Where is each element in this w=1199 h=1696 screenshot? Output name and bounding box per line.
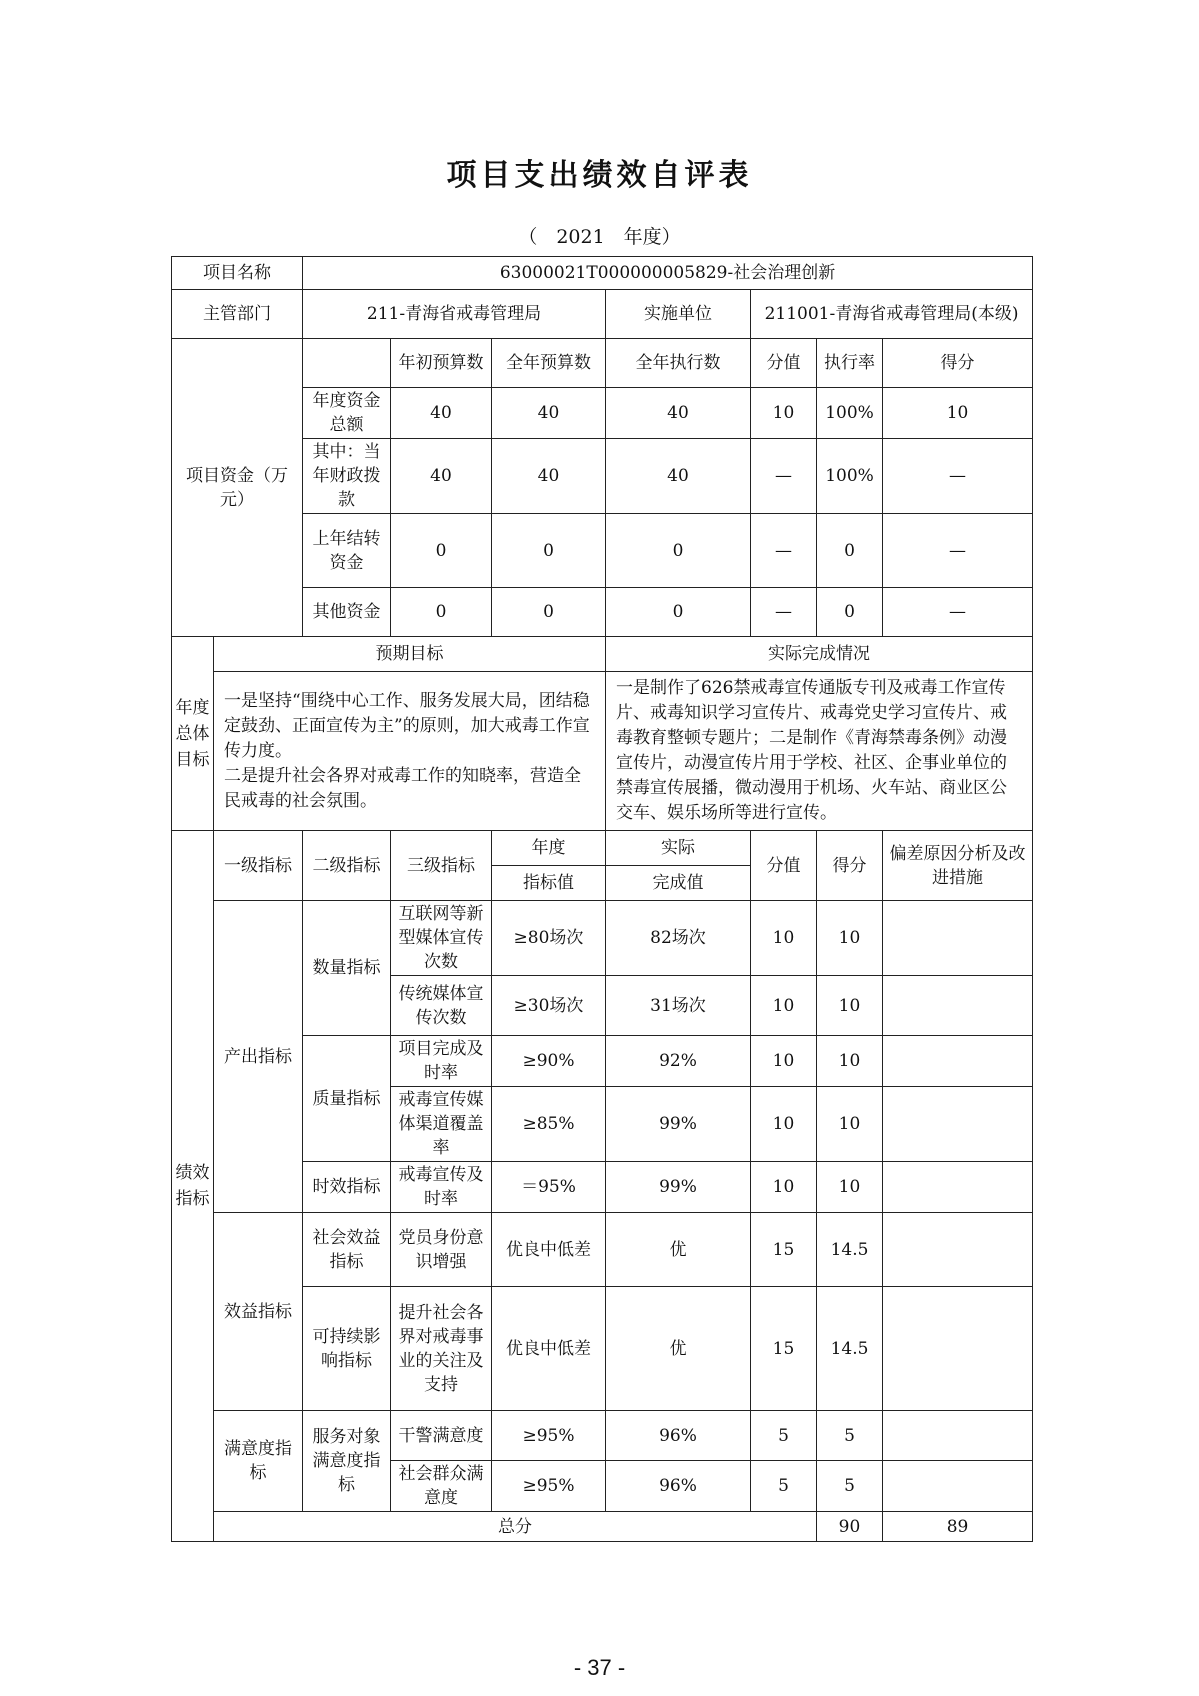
actual-result-header: 实际完成情况 bbox=[606, 637, 1033, 672]
indicator-target: 优良中低差 bbox=[492, 1213, 606, 1287]
indicator-row bbox=[172, 1213, 1033, 1287]
indicator-target: ≥85% bbox=[492, 1087, 606, 1162]
indicator-target: ≥95% bbox=[492, 1411, 606, 1461]
project-name-label: 项目名称 bbox=[172, 257, 303, 290]
indicator-score: 10 bbox=[817, 1087, 883, 1162]
funds-cell: 40 bbox=[606, 388, 751, 439]
project-name-row bbox=[172, 257, 1033, 290]
indicator-score: 5 bbox=[817, 1461, 883, 1512]
indicator-note bbox=[883, 901, 1033, 976]
group-output: 产出指标 bbox=[214, 901, 303, 1213]
funds-cell: 0 bbox=[492, 514, 606, 588]
indicator-value: 10 bbox=[751, 1036, 817, 1087]
indicator-name: 党员身份意识增强 bbox=[391, 1213, 492, 1287]
funds-cell: 0 bbox=[817, 514, 883, 588]
funds-row-name: 年度资金总额 bbox=[303, 388, 391, 439]
indicator-score: 10 bbox=[817, 976, 883, 1036]
indicator-row bbox=[172, 901, 1033, 976]
indicator-score: 10 bbox=[817, 1162, 883, 1213]
funds-header: 全年预算数 bbox=[492, 339, 606, 388]
year-line: （ 2021 年度） bbox=[518, 226, 681, 248]
goals-label: 年度总体目标 bbox=[172, 637, 214, 831]
indicator-score: 5 bbox=[817, 1411, 883, 1461]
indicator-note bbox=[883, 1036, 1033, 1087]
indicator-value: 10 bbox=[751, 976, 817, 1036]
indicator-note bbox=[883, 1087, 1033, 1162]
indicator-actual: 优 bbox=[606, 1213, 751, 1287]
level2-header: 二级指标 bbox=[303, 831, 391, 901]
funds-cell: — bbox=[751, 514, 817, 588]
funds-label: 项目资金（万元） bbox=[172, 339, 303, 637]
group-timeliness: 时效指标 bbox=[303, 1162, 391, 1213]
indicator-note bbox=[883, 1287, 1033, 1411]
actual-header-bottom: 完成值 bbox=[606, 866, 751, 901]
funds-cell: 100% bbox=[817, 439, 883, 514]
indicator-value: 15 bbox=[751, 1287, 817, 1411]
indicator-name: 干警满意度 bbox=[391, 1411, 492, 1461]
funds-header: 得分 bbox=[883, 339, 1033, 388]
funds-cell: 0 bbox=[817, 588, 883, 637]
dept-value: 211-青海省戒毒管理局 bbox=[303, 290, 606, 339]
impl-value: 211001-青海省戒毒管理局(本级) bbox=[751, 290, 1033, 339]
total-value: 90 bbox=[817, 1512, 883, 1542]
perf-label: 绩效指标 bbox=[172, 831, 214, 1542]
funds-cell: 0 bbox=[492, 588, 606, 637]
group-sustain: 可持续影响指标 bbox=[303, 1287, 391, 1411]
funds-cell: — bbox=[883, 588, 1033, 637]
funds-cell: 10 bbox=[751, 388, 817, 439]
indicator-actual: 92% bbox=[606, 1036, 751, 1087]
indicator-value: 15 bbox=[751, 1213, 817, 1287]
self-evaluation-table bbox=[171, 256, 1033, 1542]
indicator-name: 提升社会各界对戒毒事业的关注及支持 bbox=[391, 1287, 492, 1411]
funds-cell: 40 bbox=[606, 439, 751, 514]
goals-header-row bbox=[172, 637, 1033, 672]
funds-header: 年初预算数 bbox=[391, 339, 492, 388]
indicator-name: 社会群众满意度 bbox=[391, 1461, 492, 1512]
funds-cell: 0 bbox=[606, 588, 751, 637]
indicator-value: 10 bbox=[751, 1087, 817, 1162]
indicator-name: 戒毒宣传媒体渠道覆盖率 bbox=[391, 1087, 492, 1162]
page-title: 项目支出绩效自评表 bbox=[446, 158, 753, 193]
indicator-value: 10 bbox=[751, 1162, 817, 1213]
funds-cell: 0 bbox=[391, 514, 492, 588]
group-benefit: 效益指标 bbox=[214, 1213, 303, 1411]
funds-cell: 40 bbox=[391, 439, 492, 514]
department-row bbox=[172, 290, 1033, 339]
funds-blank-header bbox=[303, 339, 391, 388]
indicator-score: 14.5 bbox=[817, 1287, 883, 1411]
actual-result-text: 一是制作了626禁戒毒宣传通版专刊及戒毒工作宣传片、戒毒知识学习宣传片、戒毒党史学习宣传片、戒毒教育整顿专题片；二是制作《青海禁毒条例》动漫宣传片，动漫宣传片用于学校、社区、企事业单位的禁毒宣传展播，微动漫用于机场、火车站、商业区公交车、娱乐场所等进行宣传。 bbox=[606, 672, 1033, 831]
indicator-note bbox=[883, 1411, 1033, 1461]
target-header-top: 年度 bbox=[492, 831, 606, 866]
indicator-score: 14.5 bbox=[817, 1213, 883, 1287]
funds-cell: — bbox=[751, 439, 817, 514]
funds-header: 分值 bbox=[751, 339, 817, 388]
indicator-actual: 优 bbox=[606, 1287, 751, 1411]
group-quantity: 数量指标 bbox=[303, 901, 391, 1036]
indicator-row bbox=[172, 1411, 1033, 1461]
indicator-actual: 96% bbox=[606, 1461, 751, 1512]
funds-cell: — bbox=[751, 588, 817, 637]
score-header: 得分 bbox=[817, 831, 883, 901]
indicator-score: 10 bbox=[817, 901, 883, 976]
impl-label: 实施单位 bbox=[606, 290, 751, 339]
funds-row-name: 上年结转资金 bbox=[303, 514, 391, 588]
funds-header-row bbox=[172, 339, 1033, 388]
level3-header: 三级指标 bbox=[391, 831, 492, 901]
indicator-note bbox=[883, 1461, 1033, 1512]
actual-header-top: 实际 bbox=[606, 831, 751, 866]
indicator-actual: 96% bbox=[606, 1411, 751, 1461]
funds-row-name: 其中：当年财政拨款 bbox=[303, 439, 391, 514]
indicator-actual: 99% bbox=[606, 1162, 751, 1213]
deviation-header: 偏差原因分析及改进措施 bbox=[883, 831, 1033, 901]
indicator-name: 项目完成及时率 bbox=[391, 1036, 492, 1087]
indicator-note bbox=[883, 976, 1033, 1036]
total-label: 总分 bbox=[214, 1512, 817, 1542]
funds-cell: 100% bbox=[817, 388, 883, 439]
group-social: 社会效益指标 bbox=[303, 1213, 391, 1287]
expected-goal-header: 预期目标 bbox=[214, 637, 606, 672]
total-score: 89 bbox=[883, 1512, 1033, 1542]
funds-cell: 10 bbox=[883, 388, 1033, 439]
indicator-target: 优良中低差 bbox=[492, 1287, 606, 1411]
indicator-value: 10 bbox=[751, 901, 817, 976]
funds-row-name: 其他资金 bbox=[303, 588, 391, 637]
indicator-target: ≥95% bbox=[492, 1461, 606, 1512]
funds-cell: 40 bbox=[492, 388, 606, 439]
indicator-name: 互联网等新型媒体宣传次数 bbox=[391, 901, 492, 976]
indicator-value: 5 bbox=[751, 1411, 817, 1461]
indicator-value: 5 bbox=[751, 1461, 817, 1512]
page-number: - 37 - bbox=[573, 1655, 626, 1680]
funds-header: 执行率 bbox=[817, 339, 883, 388]
funds-cell: 40 bbox=[492, 439, 606, 514]
funds-cell: — bbox=[883, 514, 1033, 588]
dept-label: 主管部门 bbox=[172, 290, 303, 339]
group-service: 服务对象满意度指标 bbox=[303, 1411, 391, 1512]
indicator-score: 10 bbox=[817, 1036, 883, 1087]
funds-cell: 0 bbox=[606, 514, 751, 588]
funds-header: 全年执行数 bbox=[606, 339, 751, 388]
expected-goal-text: 一是坚持“围绕中心工作、服务发展大局，团结稳定鼓劲、正面宣传为主”的原则，加大戒毒工作宣传力度。 二是提升社会各界对戒毒工作的知晓率，营造全民戒毒的社会氛围。 bbox=[214, 672, 606, 831]
score-value-header: 分值 bbox=[751, 831, 817, 901]
indicator-actual: 99% bbox=[606, 1087, 751, 1162]
funds-cell: — bbox=[883, 439, 1033, 514]
indicator-target: ≥30场次 bbox=[492, 976, 606, 1036]
funds-cell: 0 bbox=[391, 588, 492, 637]
indicator-target: ≥80场次 bbox=[492, 901, 606, 976]
indicator-name: 戒毒宣传及时率 bbox=[391, 1162, 492, 1213]
perf-header-row bbox=[172, 831, 1033, 866]
group-satisfaction: 满意度指标 bbox=[214, 1411, 303, 1512]
indicator-note bbox=[883, 1213, 1033, 1287]
indicator-target: ≥90% bbox=[492, 1036, 606, 1087]
total-row bbox=[172, 1512, 1033, 1542]
indicator-target: ＝95% bbox=[492, 1162, 606, 1213]
goals-row bbox=[172, 672, 1033, 831]
indicator-note bbox=[883, 1162, 1033, 1213]
indicator-name: 传统媒体宣传次数 bbox=[391, 976, 492, 1036]
funds-cell: 40 bbox=[391, 388, 492, 439]
level1-header: 一级指标 bbox=[214, 831, 303, 901]
indicator-actual: 82场次 bbox=[606, 901, 751, 976]
target-header-bottom: 指标值 bbox=[492, 866, 606, 901]
project-name-value: 63000021T000000005829-社会治理创新 bbox=[303, 257, 1033, 290]
indicator-actual: 31场次 bbox=[606, 976, 751, 1036]
group-quality: 质量指标 bbox=[303, 1036, 391, 1162]
